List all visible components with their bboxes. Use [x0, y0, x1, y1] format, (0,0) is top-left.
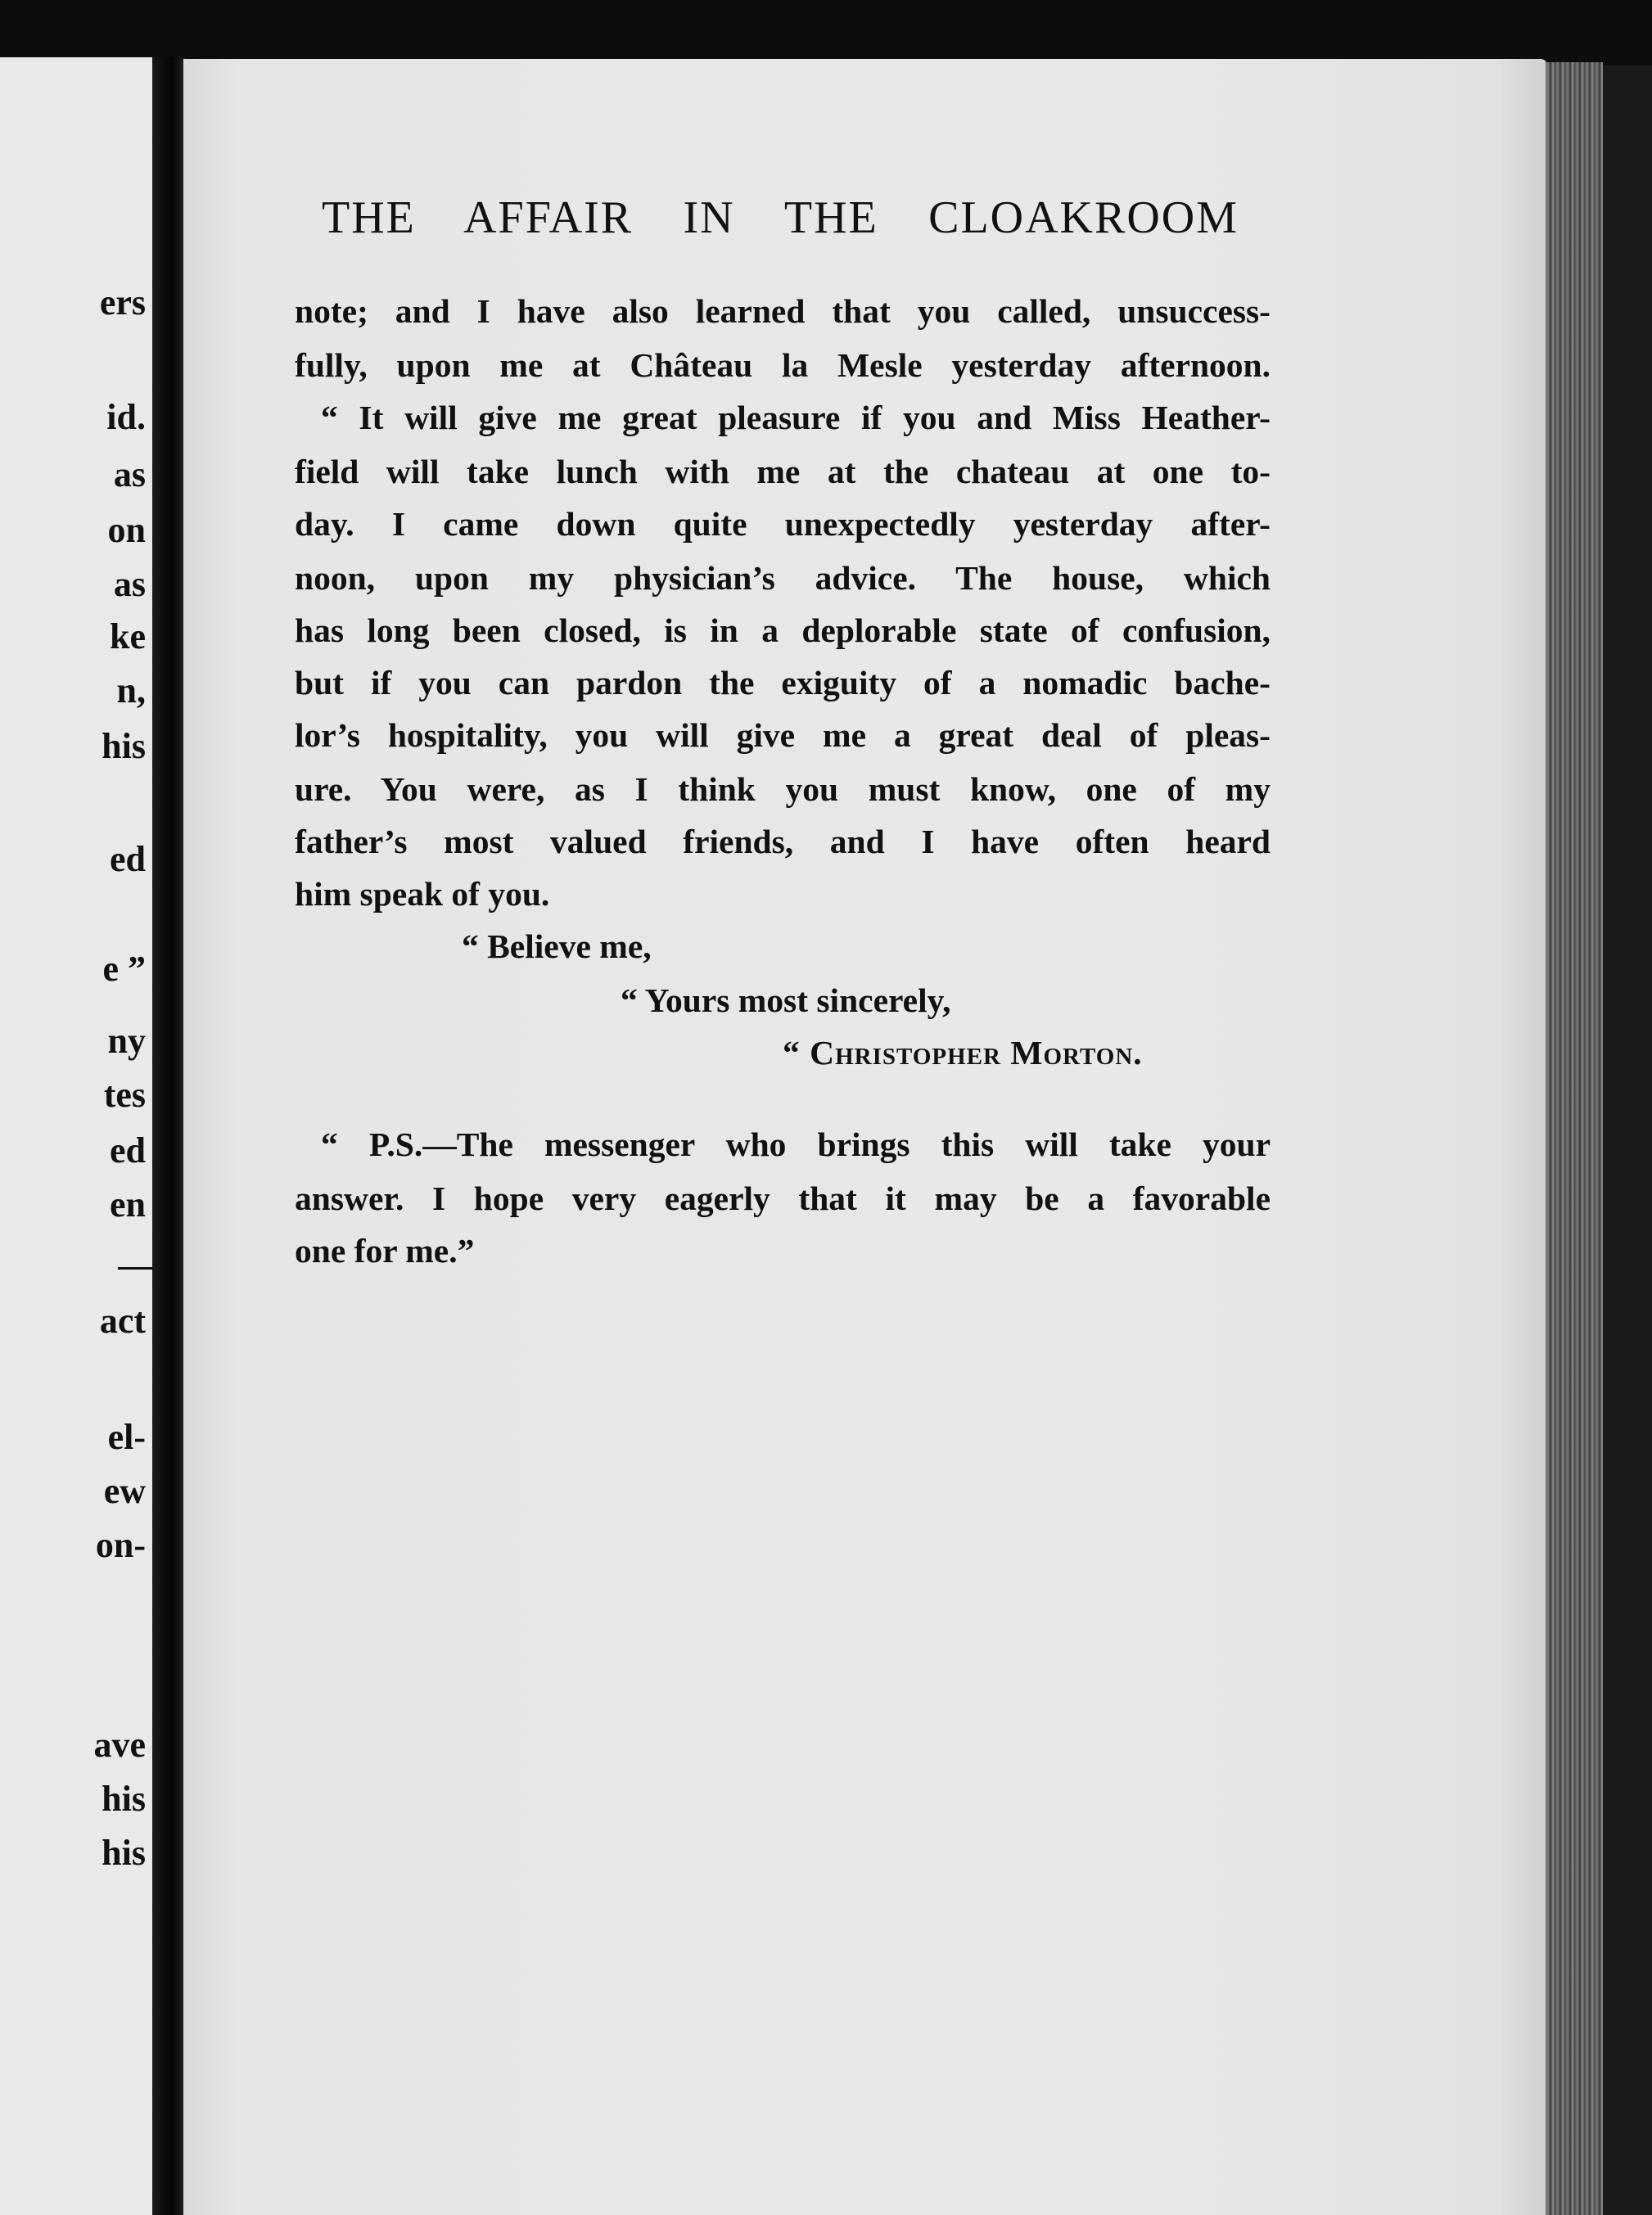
left-fragment: ave — [93, 1725, 146, 1765]
left-fragment: ny — [107, 1021, 146, 1061]
scan-border — [1603, 65, 1652, 2215]
text-line: has long been closed, is in a deplorable state of confusion, — [295, 611, 1271, 649]
text-line: answer. I hope very eagerly that it may be a favorable — [295, 1180, 1271, 1217]
text-line: one for me.” — [295, 1232, 475, 1270]
text-line: ure. You were, as I think you must know, one of my — [295, 770, 1271, 808]
left-fragment: el- — [107, 1417, 146, 1457]
text-line: father’s most valued friends, and I have often heard — [295, 823, 1271, 860]
left-fragment: en — [110, 1184, 146, 1225]
text-line: but if you can pardon the exiguity of a nomadic bache- — [295, 664, 1271, 701]
text-line: fully, upon me at Château la Mesle yesterday afternoon. — [295, 346, 1271, 384]
left-fragment: his — [102, 1833, 146, 1873]
left-rule — [118, 1267, 154, 1270]
book-gutter — [152, 57, 185, 2215]
left-fragment: on — [107, 510, 146, 550]
closing-believe: “ Believe me, — [462, 927, 652, 965]
letter-body — [295, 292, 1271, 933]
running-head: THE AFFAIR IN THE CLOAKROOM — [322, 192, 1239, 243]
left-fragment: tes — [103, 1075, 146, 1115]
book-fore-edge — [1546, 62, 1603, 2215]
text-line: “ It will give me great pleasure if you and Miss Heather- — [321, 399, 1271, 436]
left-fragment: n, — [116, 670, 146, 711]
left-fragment: his — [102, 726, 146, 766]
previous-page-edge — [0, 57, 154, 2215]
text-line: lor’s hospitality, you will give me a great deal of pleas- — [295, 716, 1271, 754]
left-fragment: his — [102, 1779, 146, 1819]
text-line: noon, upon my physician’s advice. The house, which — [295, 559, 1271, 597]
text-line: note; and I have also learned that you called, unsuccess- — [295, 292, 1271, 330]
text-line: day. I came down quite unexpectedly yesterday after- — [295, 505, 1271, 543]
postscript — [295, 1128, 1271, 1292]
left-fragment: ke — [110, 616, 146, 656]
left-fragment: ed — [110, 1130, 146, 1171]
left-fragment: id. — [106, 397, 146, 437]
left-fragment: ers — [99, 282, 146, 323]
left-fragment: act — [99, 1301, 146, 1341]
left-fragment: ed — [110, 839, 146, 879]
closing-yours: “ Yours most sincerely, — [621, 981, 951, 1019]
left-fragment: as — [113, 564, 146, 604]
letter-closing — [295, 927, 1271, 1110]
closing-signature: “ Christopher Morton. — [783, 1034, 1143, 1071]
text-line: field will take lunch with me at the chateau at one to- — [295, 453, 1271, 490]
left-fragment: on- — [95, 1525, 146, 1565]
text-line: “ P.S.—The messenger who brings this will take your — [321, 1126, 1271, 1163]
left-fragment: e ” — [102, 949, 146, 989]
left-fragment: as — [113, 454, 146, 494]
left-fragment: ew — [103, 1471, 146, 1511]
text-line: him speak of you. — [295, 875, 550, 913]
